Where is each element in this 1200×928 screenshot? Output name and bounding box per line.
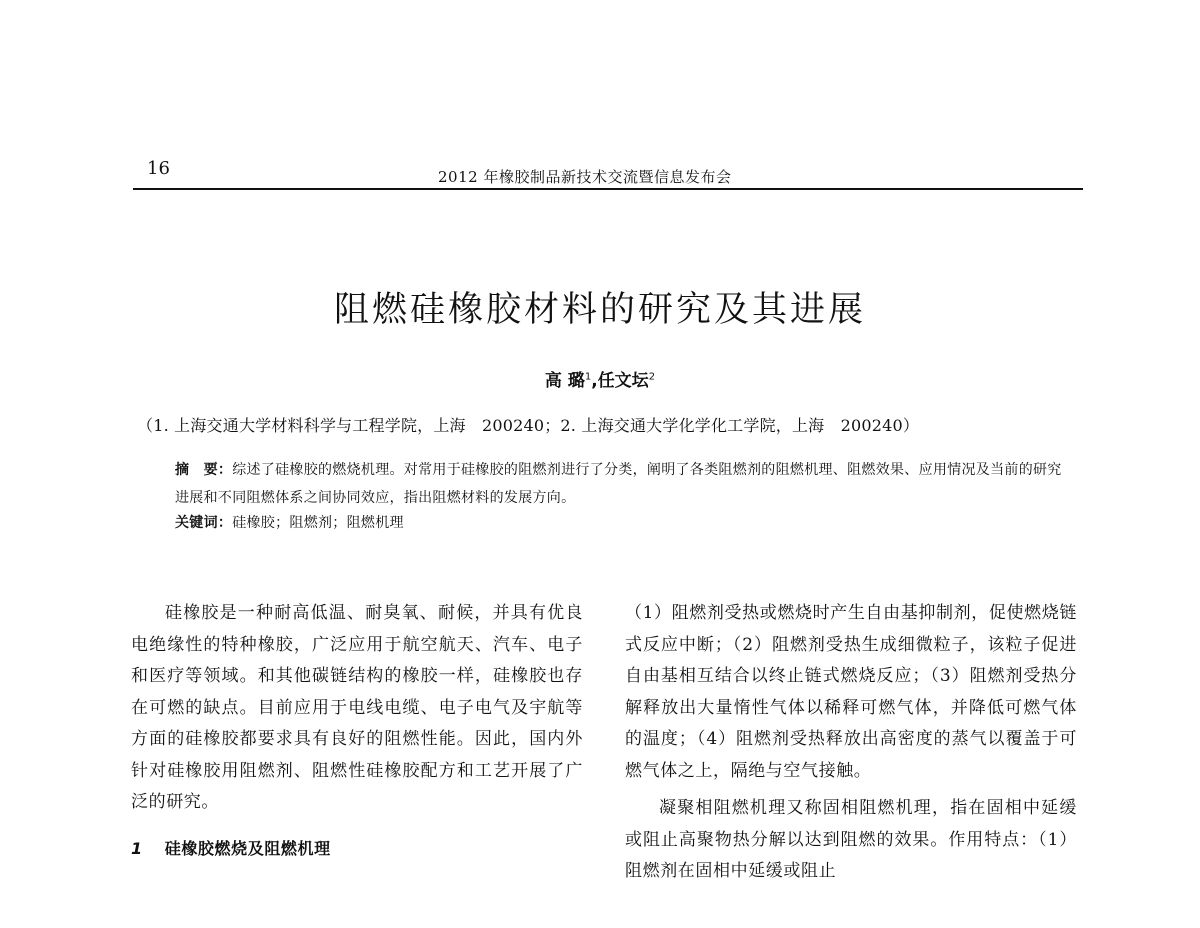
author-separator: ,: [591, 371, 598, 391]
author-name: 任文坛: [597, 371, 649, 391]
body-column-right: [625, 598, 1077, 888]
abstract-label: 摘 要：: [175, 462, 233, 478]
section-title: 硅橡胶燃烧及阻燃机理: [164, 838, 331, 858]
author-affiliation-mark: 1: [584, 371, 592, 383]
body-paragraph: 凝聚相阻燃机理又称固相阻燃机理，指在固相中延缓或阻止高聚物热分解以达到阻燃的效果。作用特点：（1）阻燃剂在固相中延缓或阻止: [625, 798, 1077, 881]
header-rule: [133, 188, 1083, 190]
author-affiliation-mark: 2: [648, 371, 656, 383]
keywords: [175, 512, 404, 532]
section-number: 1: [131, 838, 143, 858]
section-heading: [131, 833, 583, 865]
body-paragraph: 硅橡胶是一种耐高低温、耐臭氧、耐候，并具有优良电绝缘性的特种橡胶，广泛应用于航空航天、汽车、电子和医疗等领域。和其他碳链结构的橡胶一样，硅橡胶也存在可燃的缺点。目前应用于电线电缆、电子电气及宇航等方面的硅橡胶都要求具有良好的阻燃性能。因此，国内外针对硅橡胶用阻燃剂、阻燃性硅橡胶配方和工艺开展了广泛的研究。: [131, 603, 583, 812]
abstract-text: 综述了硅橡胶的燃烧机理。对常用于硅橡胶的阻燃剂进行了分类，阐明了各类阻燃剂的阻燃机理、阻燃效果、应用情况及当前的研究进展和不同阻燃体系之间协同效应，指出阻燃材料的发展方向。: [175, 462, 1062, 506]
body-column-left: [131, 598, 583, 864]
author-name: 高 璐: [544, 371, 585, 391]
affiliations: （1. 上海交通大学材料科学与工程学院，上海 200240；2. 上海交通大学化学化工学院，上海 200240）: [137, 416, 920, 435]
running-header: 2012 年橡胶制品新技术交流暨信息发布会: [438, 168, 732, 186]
keywords-label: 关键词：: [175, 515, 233, 531]
page-number: 16: [147, 158, 170, 179]
article-title: 阻燃硅橡胶材料的研究及其进展: [333, 290, 866, 330]
abstract: [175, 456, 1075, 512]
body-paragraph: （1）阻燃剂受热或燃烧时产生自由基抑制剂，促使燃烧链式反应中断；（2）阻燃剂受热生成细微粒子，该粒子促进自由基相互结合以终止链式燃烧反应；（3）阻燃剂受热分解释放出大量惰性气体以稀释可燃气体，并降低可燃气体的温度；（4）阻燃剂受热释放出高密度的蒸气以覆盖于可燃气体之上，隔绝与空气接触。: [625, 603, 1077, 781]
author-list: [0, 366, 1200, 391]
keywords-text: 硅橡胶；阻燃剂；阻燃机理: [232, 515, 404, 531]
